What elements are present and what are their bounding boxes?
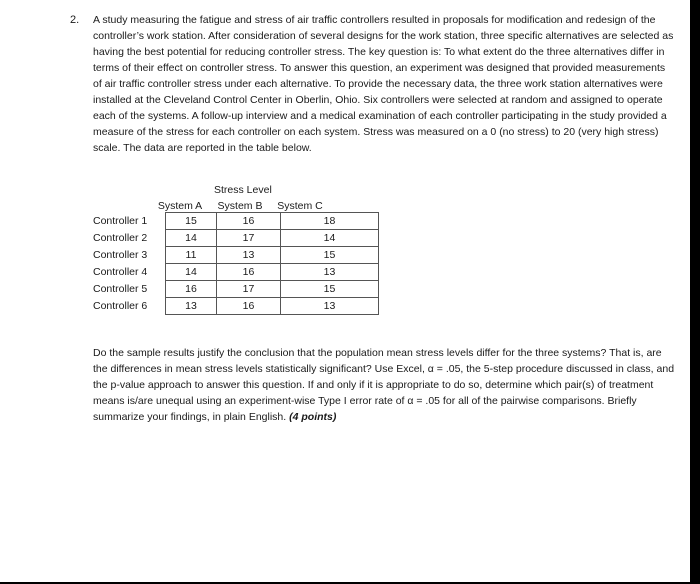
table-cell: 14 [166,230,217,247]
table-cell: 16 [166,281,217,298]
table-row [166,230,379,247]
table-cell: 16 [217,264,281,281]
points-label: (4 points) [289,411,337,423]
table-cell: 18 [281,213,379,230]
column-header-system-b: System B [217,200,263,212]
row-label-controller-4: Controller 4 [93,266,148,278]
table-title: Stress Level [214,184,272,196]
table-cell: 14 [166,264,217,281]
table-cell: 13 [166,298,217,315]
table-cell: 13 [217,247,281,264]
table-cell: 14 [281,230,379,247]
column-header-system-a: System A [157,200,203,212]
table-cell: 15 [166,213,217,230]
stress-level-table [165,212,379,315]
question-prompt-text: Do the sample results justify the conclusion that the population mean stress levels differ for the three systems? That is, are the differences in mean stress levels statistically significant? Use Excel, α = .05, the 5-step procedure discussed in class, and the p-value approach to answer this question. If and only if it is appropriate to do so, determine which pair(s) of treatment means is/are unequal using an experiment-wise Type I error rate of α = .05 for all of the pairwise comparisons. Briefly summarize your findings, in plain English. [93,347,675,423]
table-cell: 11 [166,247,217,264]
table-cell: 16 [217,298,281,315]
row-label-controller-6: Controller 6 [93,300,148,312]
question-intro: A study measuring the fatigue and stress of air traffic controllers resulted in proposals for modification and redesign of the controller’s work station. After consideration of several designs for the work station, three specific alternatives are selected as having the best potential for reducing controller stress. The key question is: To what extent do the three alternatives differ in terms of their effect on controller stress. To answer this question, an experiment was designed that provided measurements of air traffic controller stress under each alternative. To provide the necessary data, the three work station alternatives were installed at the Cleveland Control Center in Oberlin, Ohio. Six controllers were selected at random and assigned to operate each of the systems. A follow-up interview and a medical examination of each controller participating in the study provided a measure of the stress for each controller on each system. Stress was measured on a 0 (no stress) to 20 (very high stress) scale. The data are reported in the table below. [93,14,674,154]
table-cell: 16 [217,213,281,230]
column-header-system-c: System C [277,200,323,212]
table-row [166,247,379,264]
row-label-controller-2: Controller 2 [93,232,148,244]
table-cell: 15 [281,281,379,298]
table-row [166,213,379,230]
row-label-controller-1: Controller 1 [93,215,148,227]
question-prompt [93,345,676,425]
table-row [166,281,379,298]
table-row [166,298,379,315]
table-cell: 17 [217,281,281,298]
table-cell: 15 [281,247,379,264]
table-row [166,264,379,281]
table-cell: 13 [281,264,379,281]
row-label-controller-5: Controller 5 [93,283,148,295]
table-cell: 13 [281,298,379,315]
question-number: 2. [70,14,80,26]
table-cell: 17 [217,230,281,247]
row-label-controller-3: Controller 3 [93,249,148,261]
